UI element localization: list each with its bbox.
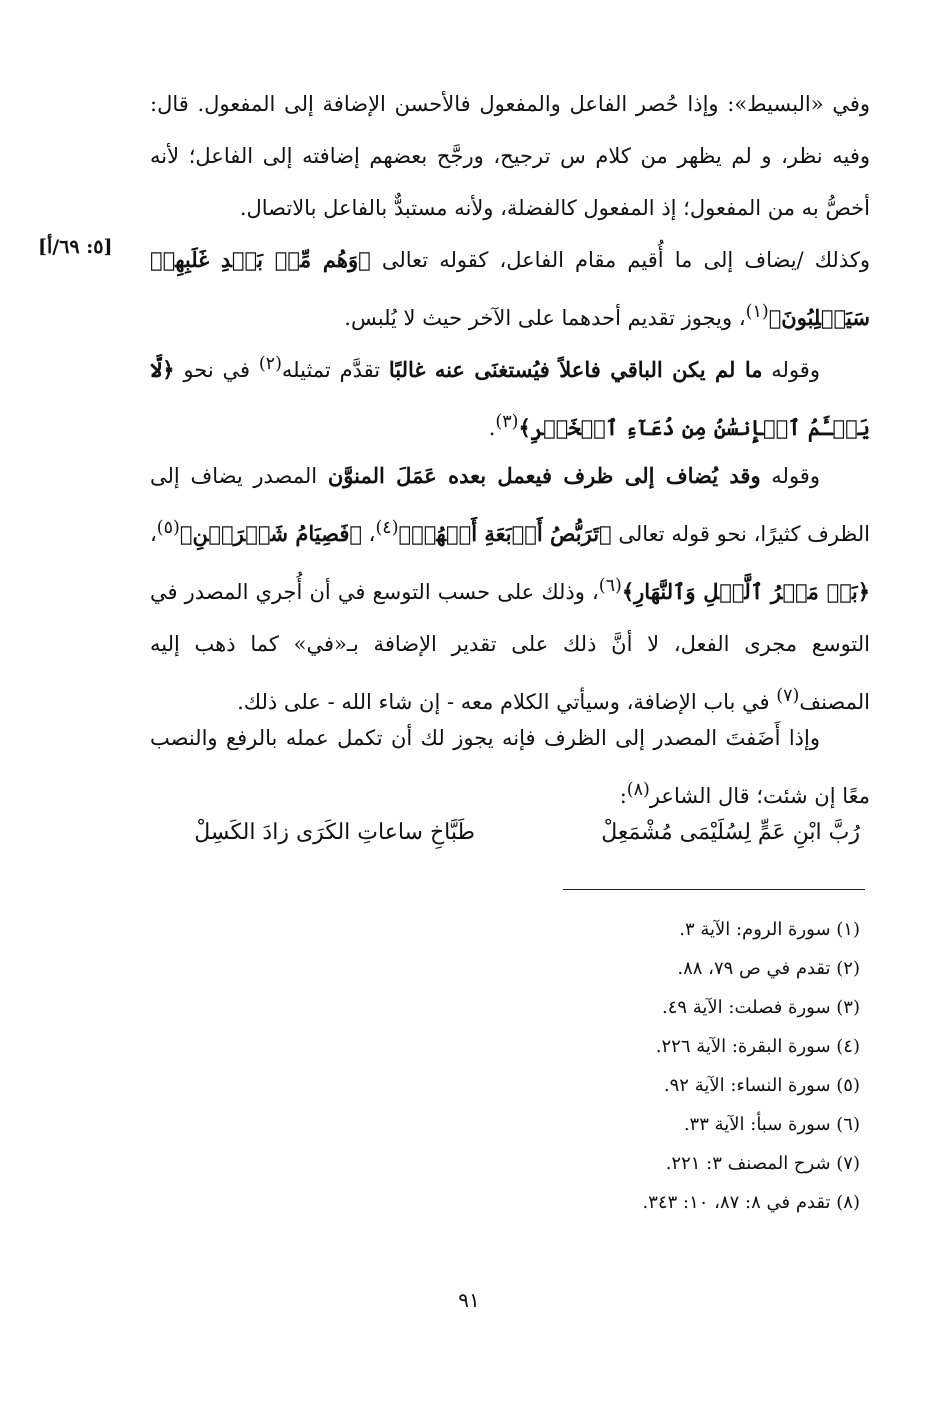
footnote-item: (١) سورة الروم: الآية ٣. bbox=[679, 919, 860, 940]
footnote-ref-1: (١) bbox=[745, 302, 769, 322]
text-span: ، bbox=[361, 522, 376, 546]
quran-verse: ﴿بَلۡ مَكۡرُ ٱلَّيۡلِ وَٱلنَّهَارِ﴾ bbox=[621, 579, 871, 604]
manuscript-margin-reference: [٥: ٦٩/أ] bbox=[38, 236, 113, 258]
quoted-text-bold: ما لم يكن الباقي فاعلاً فيُستغنَى عنه غالبًا bbox=[388, 357, 763, 382]
verse-second-hemistich: طَبَّاخِ ساعاتِ الكَرَى زادَ الكَسِلْ bbox=[194, 820, 475, 845]
text-span: وإذا أَضَفتَ المصدر إلى الظرف فإنه يجوز لك أن تكمل عمله بالرفع والنصب معًا إن شئت؛ قال الشاعر bbox=[150, 726, 870, 808]
footnote-item: (٣) سورة فصلت: الآية ٤٩. bbox=[661, 997, 860, 1018]
quran-verse: ﴿لَّا يَسۡـَٔمُ ٱلۡإِنسَٰنُ مِن دُعَآءِ ٱلۡخَيۡرِ﴾ bbox=[150, 357, 870, 440]
text-span: المصدر يضاف إلى الظرف كثيرًا، نحو قوله تعالى bbox=[150, 464, 870, 546]
footnote-item: (٧) شرح المصنف ٣: ٢٢١. bbox=[665, 1153, 860, 1174]
main-text-lower bbox=[150, 450, 870, 728]
text-span: وقوله bbox=[762, 358, 820, 382]
text-span: . bbox=[488, 416, 496, 440]
footnote-item: (٨) تقدم في ٨: ٨٧، ١٠: ٣٤٣. bbox=[642, 1192, 860, 1213]
footnote-ref-6: (٦) bbox=[598, 576, 622, 596]
page-number: ٩١ bbox=[458, 1288, 480, 1312]
quran-verse: ﴿فَصِيَامُ شَهۡرَيۡنِ﴾ bbox=[179, 521, 362, 546]
footnote-divider bbox=[563, 889, 865, 890]
paragraph-adverb-annexation bbox=[150, 450, 870, 728]
footnote-ref-3: (٣) bbox=[495, 412, 519, 432]
paragraph-basit: وفي «البسيط»: وإذا حُصر الفاعل والمفعول فالأحسن الإضافة إلى المفعول. قال: وفيه نظر، و لم يظهر من كلام س ترجيح، ورجَّح بعضهم إضافته إلى الفاعل؛ لأنه أخصُّ به من المفعول؛ إذ المفعول كالفضلة، ولأنه مستبدٌّ بالفاعل بالاتصال. bbox=[150, 92, 870, 220]
paragraph-poet-intro bbox=[150, 712, 870, 822]
poetry-verse bbox=[160, 808, 860, 858]
quoted-text-bold: وقد يُضاف إلى ظرف فيعمل بعده عَمَلَ المنوَّن bbox=[327, 463, 761, 488]
footnote-ref-8: (٨) bbox=[626, 780, 650, 800]
text-span: وكذلك /يضاف إلى ما أُقيم مقام الفاعل، كقوله تعالى bbox=[370, 248, 870, 272]
quran-verse: ﴿تَرَبُّصُ أَرۡبَعَةِ أَشۡهُرٖ﴾ bbox=[398, 521, 612, 546]
paragraph-passive-subject bbox=[150, 234, 870, 344]
paragraph-remaining-not-subject bbox=[150, 338, 870, 454]
main-text-top bbox=[150, 78, 870, 344]
quran-verse: ﴿وَهُم مِّنۢ بَعۡدِ غَلَبِهِمۡ سَيَغۡلِبُونَ﴾ bbox=[150, 247, 870, 330]
footnote-ref-2: (٢) bbox=[258, 354, 282, 374]
footnote-item: (٤) سورة البقرة: الآية ٢٢٦. bbox=[655, 1036, 860, 1057]
footnote-ref-7: (٧) bbox=[776, 686, 800, 706]
footnote-item: (٥) سورة النساء: الآية ٩٢. bbox=[663, 1075, 860, 1096]
text-span: ، وذلك على حسب التوسع في أن أُجري المصدر في التوسع مجرى الفعل، لا أنَّ ذلك على تقدير الإضافة بـ«في» كما ذهب إليه المصنف bbox=[150, 580, 870, 714]
text-span: : bbox=[619, 784, 627, 808]
footnote-ref-5: (٥) bbox=[156, 518, 180, 538]
verse-first-hemistich: رُبَّ ابْنِ عَمٍّ لِسُلَيْمَى مُشْمَعِلْ bbox=[601, 820, 860, 845]
text-span: ، ويجوز تقديم أحدهما على الآخر حيث لا يُلبس. bbox=[344, 306, 746, 330]
text-span: ، bbox=[150, 522, 157, 546]
footnote-item: (٦) سورة سبأ: الآية ٣٣. bbox=[683, 1114, 860, 1135]
text-span: تقدَّم تمثيله bbox=[281, 358, 389, 382]
main-text-poetry-intro bbox=[150, 712, 870, 822]
footnotes-list bbox=[360, 910, 860, 1222]
text-span: في باب الإضافة، وسيأتي الكلام معه - إن شاء الله - على ذلك. bbox=[237, 690, 777, 714]
main-text-middle bbox=[150, 338, 870, 454]
text-span: في نحو bbox=[174, 358, 259, 382]
footnote-item: (٢) تقدم في ص ٧٩، ٨٨. bbox=[677, 958, 860, 979]
text-span: وقوله bbox=[760, 464, 820, 488]
footnote-ref-4: (٤) bbox=[375, 518, 399, 538]
